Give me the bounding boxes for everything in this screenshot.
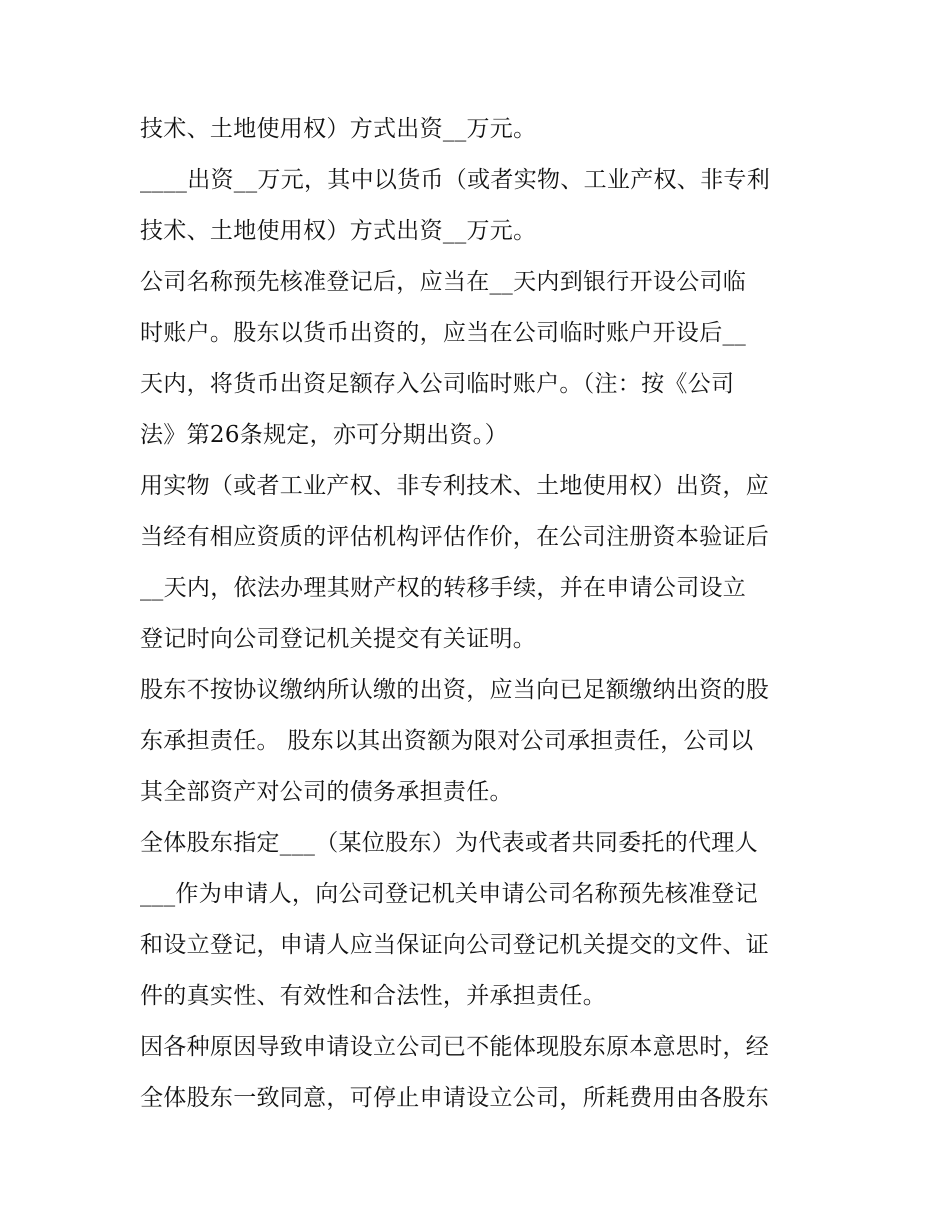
text-line: 技术、土地使用权）方式出资__万元。 — [140, 116, 537, 142]
text-line: 件的真实性、有效性和合法性，并承担责任。 — [140, 983, 606, 1009]
text-line: __天内，依法办理其财产权的转移手续，并在申请公司设立 — [140, 575, 747, 601]
text-line: 因各种原因导致申请设立公司已不能体现股东原本意思时，经 — [140, 1034, 770, 1060]
text-line: 股东不按协议缴纳所认缴的出资，应当向已足额缴纳出资的股 — [140, 677, 770, 703]
text-line: 当经有相应资质的评估机构评估作价，在公司注册资本验证后 — [140, 524, 770, 550]
text-line: 和设立登记，申请人应当保证向公司登记机关提交的文件、证 — [140, 932, 770, 958]
text-line: 全体股东一致同意，可停止申请设立公司，所耗费用由各股东 — [140, 1085, 770, 1111]
text-line: ____出资__万元，其中以货币（或者实物、工业产权、非专利 — [140, 167, 770, 193]
text-line: 时账户。股东以货币出资的，应当在公司临时账户开设后__ — [140, 320, 747, 346]
text-line: 登记时向公司登记机关提交有关证明。 — [140, 626, 537, 652]
text-line: 其全部资产对公司的债务承担责任。 — [140, 779, 513, 805]
text-line: 用实物（或者工业产权、非专利技术、土地使用权）出资，应 — [140, 473, 770, 499]
text-line: 公司名称预先核准登记后，应当在__天内到银行开设公司临 — [140, 269, 747, 295]
text-line: 东承担责任。 股东以其出资额为限对公司承担责任，公司以 — [140, 728, 754, 754]
text-line: ___作为申请人，向公司登记机关申请公司名称预先核准登记 — [140, 881, 758, 907]
text-line: 技术、土地使用权）方式出资__万元。 — [140, 218, 537, 244]
text-line: 法》第26条规定，亦可分期出资。） — [140, 422, 508, 448]
text-line: 天内，将货币出资足额存入公司临时账户。（注：按《公司 — [140, 371, 735, 397]
text-line: 全体股东指定___（某位股东）为代表或者共同委托的代理人 — [140, 830, 758, 856]
document-body — [140, 104, 820, 1124]
